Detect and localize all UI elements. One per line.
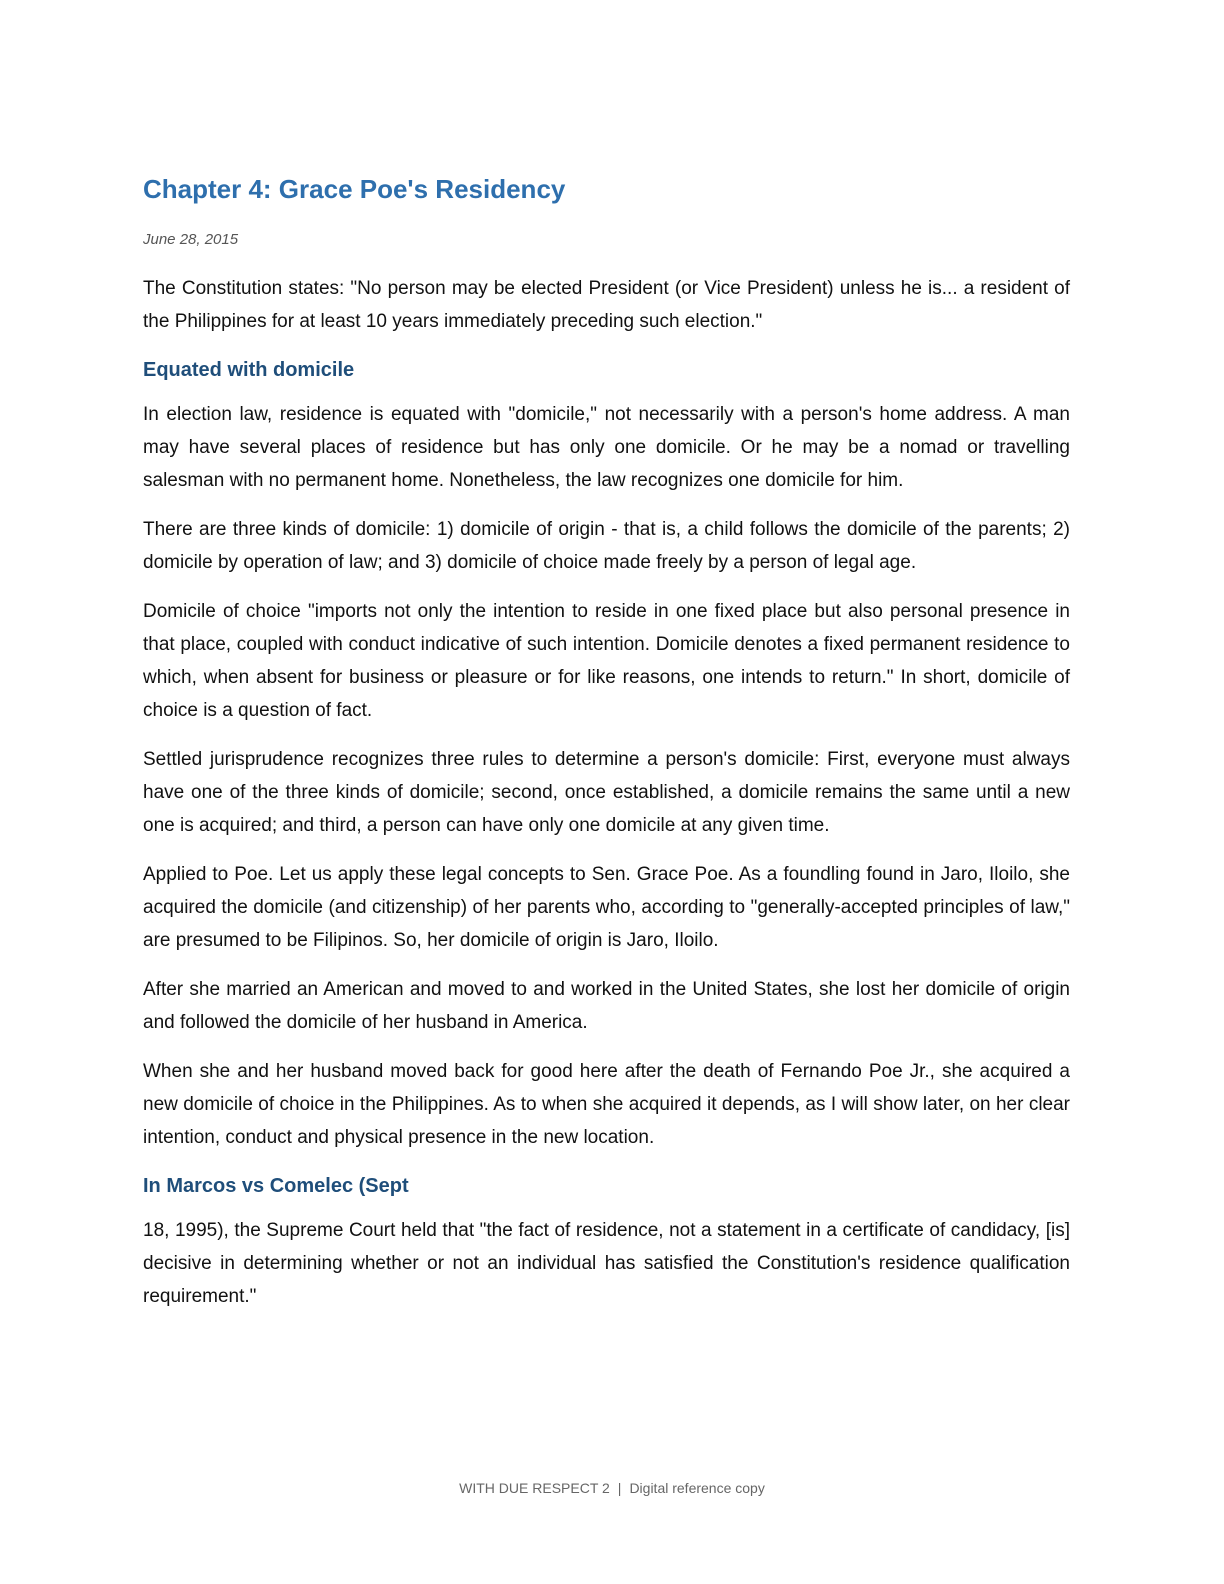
paragraph: In election law, residence is equated with "domicile," not necessarily with a person's home address. A man may have several places of residence but has only one domicile. Or he may be a nomad or travelling salesman with no permanent home. Nonetheless, the law recognizes one domicile for him. bbox=[143, 404, 1070, 491]
section-heading-domicile: Equated with domicile bbox=[143, 359, 355, 381]
paragraph: There are three kinds of domicile: 1) domicile of origin - that is, a child follows the domicile of the parents; 2) domicile by operation of law; and 3) domicile of choice made freely by a person of legal age. bbox=[143, 519, 1070, 573]
page-footer bbox=[0, 1478, 1224, 1498]
article-body bbox=[143, 272, 1070, 1313]
paragraph: Domicile of choice "imports not only the intention to reside in one fixed place but also personal presence in that place, coupled with conduct indicative of such intention. Domicile denotes a fixed permanent residence to which, when absent for business or pleasure or for like reasons, one intends to return." In short, domicile of choice is a question of fact. bbox=[143, 601, 1070, 721]
paragraph: After she married an American and moved to and worked in the United States, she lost her domicile of origin and followed the domicile of her husband in America. bbox=[143, 979, 1070, 1033]
intro-paragraph: The Constitution states: "No person may be elected President (or Vice President) unless he is... a resident of the Philippines for at least 10 years immediately preceding such election." bbox=[143, 278, 1070, 332]
footer-book-title: WITH DUE RESPECT 2 bbox=[459, 1480, 610, 1496]
document-page bbox=[143, 170, 1070, 1329]
paragraph: Settled jurisprudence recognizes three rules to determine a person's domicile: First, everyone must always have one of the three kinds of domicile; second, once established, a domicile remains the same until a new one is acquired; and third, a person can have only one domicile at any given time. bbox=[143, 749, 1070, 836]
publication-date: June 28, 2015 bbox=[143, 231, 239, 248]
chapter-title: Chapter 4: Grace Poe's Residency bbox=[143, 174, 566, 204]
footer-note: Digital reference copy bbox=[629, 1480, 765, 1496]
paragraph: 18, 1995), the Supreme Court held that "the fact of residence, not a statement in a certificate of candidacy, [is] decisive in determining whether or not an individual has satisfied the Constitution's residence qualification requirement." bbox=[143, 1220, 1070, 1307]
section-heading-marcos: In Marcos vs Comelec (Sept bbox=[143, 1175, 409, 1197]
footer-separator: | bbox=[617, 1480, 622, 1496]
paragraph: Applied to Poe. Let us apply these legal concepts to Sen. Grace Poe. As a foundling found in Jaro, Iloilo, she acquired the domicile (and citizenship) of her parents who, according to "generally-accepted principles of law," are presumed to be Filipinos. So, her domicile of origin is Jaro, Iloilo. bbox=[143, 864, 1070, 951]
paragraph: When she and her husband moved back for good here after the death of Fernando Poe Jr., she acquired a new domicile of choice in the Philippines. As to when she acquired it depends, as I will show later, on her clear intention, conduct and physical presence in the new location. bbox=[143, 1061, 1070, 1148]
